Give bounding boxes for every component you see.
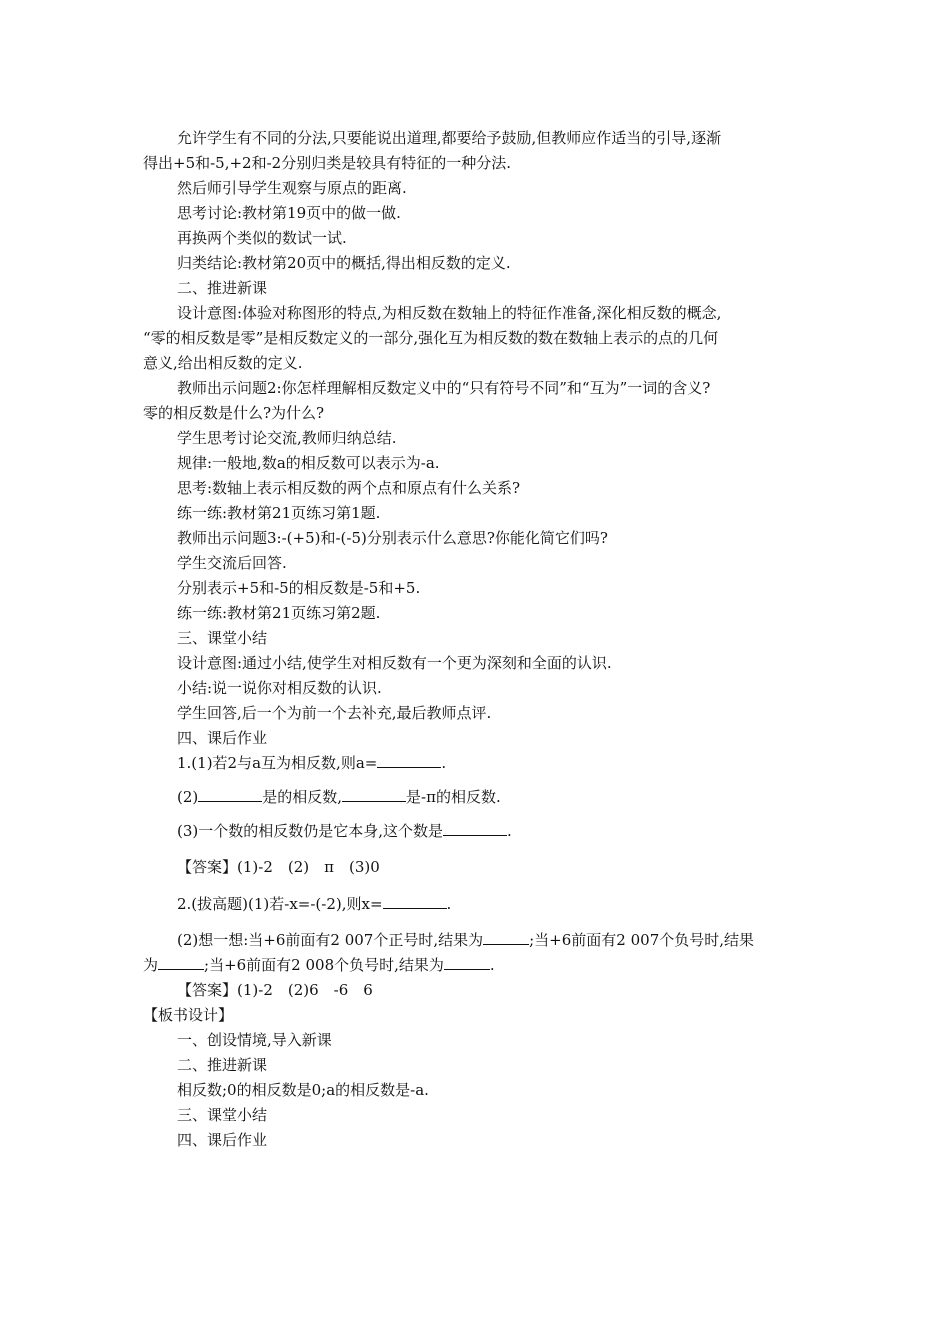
paragraph-line: 零的相反数是什么?为什么? [143,404,325,422]
paragraph-line: 思考:数轴上表示相反数的两个点和原点有什么关系? [177,479,521,497]
paragraph-line: 练一练:教材第21页练习第1题. [177,504,381,522]
board-item: 一、创设情境,导入新课 [177,1031,332,1049]
paragraph-line: 意义,给出相反数的定义. [143,354,303,372]
exercise-1-3 [177,820,512,842]
exercise-1-1 [177,752,446,774]
exercise-text: 是-π的相反数. [406,788,501,806]
board-design-title: 【板书设计】 [143,1006,234,1024]
paragraph-line: 学生回答,后一个为前一个去补充,最后教师点评. [177,704,492,722]
paragraph-line: 练一练:教材第21页练习第2题. [177,604,381,622]
paragraph-line: “零的相反数是零”是相反数定义的一部分,强化互为相反数的数在数轴上表示的点的几何 [143,329,719,347]
exercise-text: . [489,956,495,974]
exercise-text: (3)一个数的相反数仍是它本身,这个数是 [177,822,444,840]
exercise-text: (2)想一想:当+6前面有2 007个正号时,结果为 [177,931,484,949]
paragraph-line: 设计意图:体验对称图形的特点,为相反数在数轴上的特征作准备,深化相反数的概念, [177,304,722,322]
answer-blank [198,787,262,802]
paragraph-line: 教师出示问题2:你怎样理解相反数定义中的“只有符号不同”和“互为”一词的含义? [177,379,711,397]
paragraph-line: 得出+5和-5,+2和-2分别归类是较具有特征的一种分法. [143,154,511,172]
exercise-text: 2.(拔高题)(1)若-x=-(-2),则x= [177,895,383,913]
paragraph-line: 规律:一般地,数a的相反数可以表示为-a. [177,454,440,472]
paragraph-line: 小结:说一说你对相反数的认识. [177,679,382,697]
board-item: 四、课后作业 [177,1131,268,1149]
exercise-text: 是的相反数, [262,788,343,806]
exercise-text: . [446,895,452,913]
board-item: 二、推进新课 [177,1056,268,1074]
exercise-text: 为 [143,956,159,974]
answer-line: 【答案】(1)-2 (2) π (3)0 [177,858,380,876]
paragraph-line: 思考讨论:教材第19页中的做一做. [177,204,401,222]
exercise-text: ;当+6前面有2 008个负号时,结果为 [204,956,444,974]
exercise-1-2 [177,786,501,808]
paragraph-line: 分别表示+5和-5的相反数是-5和+5. [177,579,421,597]
exercise-text: (2) [177,788,199,806]
answer-blank [342,787,406,802]
answer-blank [483,930,529,945]
paragraph-line: 设计意图:通过小结,使学生对相反数有一个更为深刻和全面的认识. [177,654,612,672]
paragraph-line: 学生交流后回答. [177,554,287,572]
answer-blank [377,753,441,768]
exercise-text: ;当+6前面有2 007个负号时,结果 [529,931,755,949]
answer-blank [443,821,507,836]
answer-blank [383,894,447,909]
exercise-text: . [507,822,512,840]
board-item: 相反数;0的相反数是0;a的相反数是-a. [177,1081,429,1099]
exercise-2-2-line2 [143,954,495,976]
paragraph-line: 教师出示问题3:-(+5)和-(-5)分别表示什么意思?你能化简它们吗? [177,529,608,547]
paragraph-line: 再换两个类似的数试一试. [177,229,347,247]
paragraph-line: 然后师引导学生观察与原点的距离. [177,179,407,197]
exercise-2-2-line1 [177,929,754,951]
exercise-text: . [441,754,447,772]
section-heading: 四、课后作业 [177,729,268,747]
paragraph-line: 归类结论:教材第20页中的概括,得出相反数的定义. [177,254,511,272]
paragraph-line: 学生思考讨论交流,教师归纳总结. [177,429,397,447]
answer-line: 【答案】(1)-2 (2)6 -6 6 [177,981,373,999]
answer-blank [444,955,490,970]
section-heading: 二、推进新课 [177,279,268,297]
board-item: 三、课堂小结 [177,1106,268,1124]
exercise-2-1 [177,893,451,915]
paragraph-line: 允许学生有不同的分法,只要能说出道理,都要给予鼓励,但教师应作适当的引导,逐渐 [177,129,722,147]
section-heading: 三、课堂小结 [177,629,268,647]
exercise-text: 1.(1)若2与a互为相反数,则a= [177,754,378,772]
answer-blank [158,955,204,970]
